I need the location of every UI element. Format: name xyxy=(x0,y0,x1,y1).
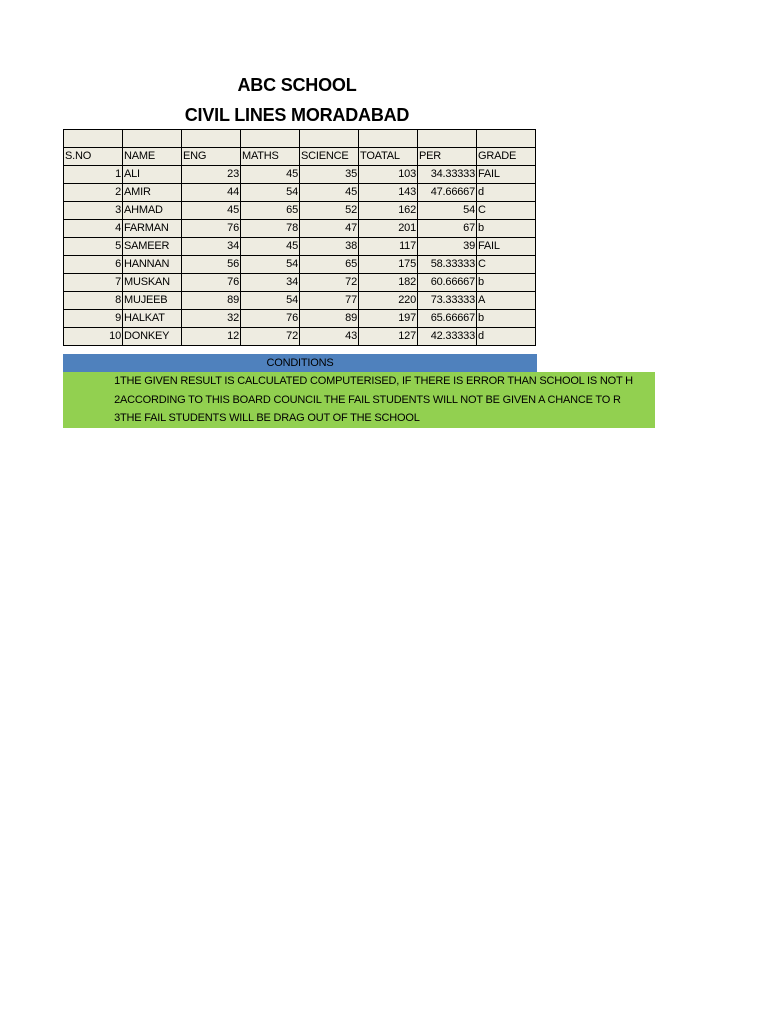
table-row xyxy=(64,183,536,201)
cell-grade[interactable]: d xyxy=(477,183,536,201)
table-row xyxy=(64,309,536,327)
school-name: ABC SCHOOL xyxy=(237,75,357,95)
cell-eng[interactable]: 45 xyxy=(182,201,241,219)
cell-sno[interactable]: 7 xyxy=(64,273,123,291)
cell-grade[interactable]: C xyxy=(477,255,536,273)
header-cell-science[interactable]: SCIENCE xyxy=(300,147,359,165)
blank-cell[interactable] xyxy=(123,130,182,148)
header-cell-sno[interactable]: S.NO xyxy=(64,147,123,165)
cell-maths[interactable]: 78 xyxy=(241,219,300,237)
cell-per[interactable]: 47.66667 xyxy=(418,183,477,201)
header-cell-name[interactable]: NAME xyxy=(123,147,182,165)
cell-per[interactable]: 34.33333 xyxy=(418,165,477,183)
cell-eng[interactable]: 23 xyxy=(182,165,241,183)
blank-cell[interactable] xyxy=(64,130,123,148)
header-cell-per[interactable]: PER xyxy=(418,147,477,165)
cell-maths[interactable]: 54 xyxy=(241,291,300,309)
header-cell-grade[interactable]: GRADE xyxy=(477,147,536,165)
cell-science[interactable]: 43 xyxy=(300,327,359,345)
cell-total[interactable]: 201 xyxy=(359,219,418,237)
header-row xyxy=(64,147,536,165)
cell-eng[interactable]: 44 xyxy=(182,183,241,201)
cell-name[interactable]: AMIR xyxy=(123,183,182,201)
table-row xyxy=(64,165,536,183)
cell-name[interactable]: ALI xyxy=(123,165,182,183)
school-location: CIVIL LINES MORADABAD xyxy=(184,105,410,125)
condition-item[interactable] xyxy=(63,372,655,391)
cell-grade[interactable]: FAIL xyxy=(477,237,536,255)
cell-sno[interactable]: 3 xyxy=(64,201,123,219)
cell-science[interactable]: 77 xyxy=(300,291,359,309)
cell-science[interactable]: 52 xyxy=(300,201,359,219)
cell-eng[interactable]: 89 xyxy=(182,291,241,309)
cell-name[interactable]: MUSKAN xyxy=(123,273,182,291)
cell-sno[interactable]: 8 xyxy=(64,291,123,309)
cell-per[interactable]: 67 xyxy=(418,219,477,237)
condition-item[interactable] xyxy=(63,409,655,428)
cell-name[interactable]: FARMAN xyxy=(123,219,182,237)
cell-name[interactable]: HALKAT xyxy=(123,309,182,327)
cell-total[interactable]: 103 xyxy=(359,165,418,183)
table-row xyxy=(64,291,536,309)
cell-eng[interactable]: 34 xyxy=(182,237,241,255)
table-row xyxy=(64,273,536,291)
cell-sno[interactable]: 10 xyxy=(64,327,123,345)
cell-per[interactable]: 54 xyxy=(418,201,477,219)
table-row xyxy=(64,201,536,219)
cell-total[interactable]: 162 xyxy=(359,201,418,219)
cell-per[interactable]: 58.33333 xyxy=(418,255,477,273)
conditions-heading[interactable]: CONDITIONS xyxy=(63,354,537,372)
table-row xyxy=(64,327,536,345)
cell-maths[interactable]: 76 xyxy=(241,309,300,327)
cell-maths[interactable]: 65 xyxy=(241,201,300,219)
cell-sno[interactable]: 4 xyxy=(64,219,123,237)
cell-maths[interactable]: 72 xyxy=(241,327,300,345)
cell-sno[interactable]: 1 xyxy=(64,165,123,183)
cell-maths[interactable]: 45 xyxy=(241,237,300,255)
cell-eng[interactable]: 12 xyxy=(182,327,241,345)
cell-name[interactable]: HANNAN xyxy=(123,255,182,273)
blank-cell[interactable] xyxy=(300,130,359,148)
header-cell-maths[interactable]: MATHS xyxy=(241,147,300,165)
condition-text: ACCORDING TO THIS BOARD COUNCIL THE FAIL STUDENTS WILL NOT BE GIVEN A CHANCE TO R xyxy=(120,393,621,406)
cell-science[interactable]: 45 xyxy=(300,183,359,201)
marks-table xyxy=(63,129,536,346)
cell-maths[interactable]: 54 xyxy=(241,255,300,273)
cell-total[interactable]: 175 xyxy=(359,255,418,273)
blank-cell[interactable] xyxy=(477,130,536,148)
table-row xyxy=(64,219,536,237)
cell-maths[interactable]: 54 xyxy=(241,183,300,201)
blank-cell[interactable] xyxy=(359,130,418,148)
cell-science[interactable]: 38 xyxy=(300,237,359,255)
cell-sno[interactable]: 5 xyxy=(64,237,123,255)
cell-grade[interactable]: FAIL xyxy=(477,165,536,183)
cell-total[interactable]: 197 xyxy=(359,309,418,327)
cell-science[interactable]: 35 xyxy=(300,165,359,183)
cell-total[interactable]: 127 xyxy=(359,327,418,345)
cell-grade[interactable]: d xyxy=(477,327,536,345)
cell-grade[interactable]: b xyxy=(477,273,536,291)
header-cell-eng[interactable]: ENG xyxy=(182,147,241,165)
cell-grade[interactable]: b xyxy=(477,309,536,327)
condition-number: 3 xyxy=(114,412,120,424)
cell-name[interactable]: SAMEER xyxy=(123,237,182,255)
table-row xyxy=(64,237,536,255)
condition-text: THE FAIL STUDENTS WILL BE DRAG OUT OF THE SCHOOL xyxy=(120,412,420,424)
condition-number: 2 xyxy=(114,393,120,406)
cell-science[interactable]: 47 xyxy=(300,219,359,237)
cell-sno[interactable]: 2 xyxy=(64,183,123,201)
cell-maths[interactable]: 45 xyxy=(241,165,300,183)
blank-row xyxy=(64,130,536,148)
condition-number: 1 xyxy=(114,375,120,387)
cell-eng[interactable]: 76 xyxy=(182,273,241,291)
cell-science[interactable]: 65 xyxy=(300,255,359,273)
cell-total[interactable]: 117 xyxy=(359,237,418,255)
cell-name[interactable]: AHMAD xyxy=(123,201,182,219)
cell-name[interactable]: MUJEEB xyxy=(123,291,182,309)
cell-eng[interactable]: 76 xyxy=(182,219,241,237)
table-row xyxy=(64,255,536,273)
cell-total[interactable]: 220 xyxy=(359,291,418,309)
cell-eng[interactable]: 56 xyxy=(182,255,241,273)
condition-text: THE GIVEN RESULT IS CALCULATED COMPUTERISED, IF THERE IS ERROR THAN SCHOOL IS NOT H xyxy=(120,375,633,387)
cell-total[interactable]: 182 xyxy=(359,273,418,291)
condition-item[interactable] xyxy=(63,391,655,410)
cell-per[interactable]: 42.33333 xyxy=(418,327,477,345)
cell-per[interactable]: 60.66667 xyxy=(418,273,477,291)
cell-name[interactable]: DONKEY xyxy=(123,327,182,345)
cell-per[interactable]: 65.66667 xyxy=(418,309,477,327)
cell-science[interactable]: 72 xyxy=(300,273,359,291)
cell-total[interactable]: 143 xyxy=(359,183,418,201)
cell-maths[interactable]: 34 xyxy=(241,273,300,291)
cell-grade[interactable]: A xyxy=(477,291,536,309)
cell-science[interactable]: 89 xyxy=(300,309,359,327)
blank-cell[interactable] xyxy=(241,130,300,148)
conditions-list xyxy=(63,372,655,428)
cell-per[interactable]: 73.33333 xyxy=(418,291,477,309)
cell-sno[interactable]: 9 xyxy=(64,309,123,327)
header-cell-total[interactable]: TOATAL xyxy=(359,147,418,165)
cell-per[interactable]: 39 xyxy=(418,237,477,255)
cell-grade[interactable]: C xyxy=(477,201,536,219)
blank-cell[interactable] xyxy=(418,130,477,148)
cell-sno[interactable]: 6 xyxy=(64,255,123,273)
blank-cell[interactable] xyxy=(182,130,241,148)
cell-grade[interactable]: b xyxy=(477,219,536,237)
cell-eng[interactable]: 32 xyxy=(182,309,241,327)
